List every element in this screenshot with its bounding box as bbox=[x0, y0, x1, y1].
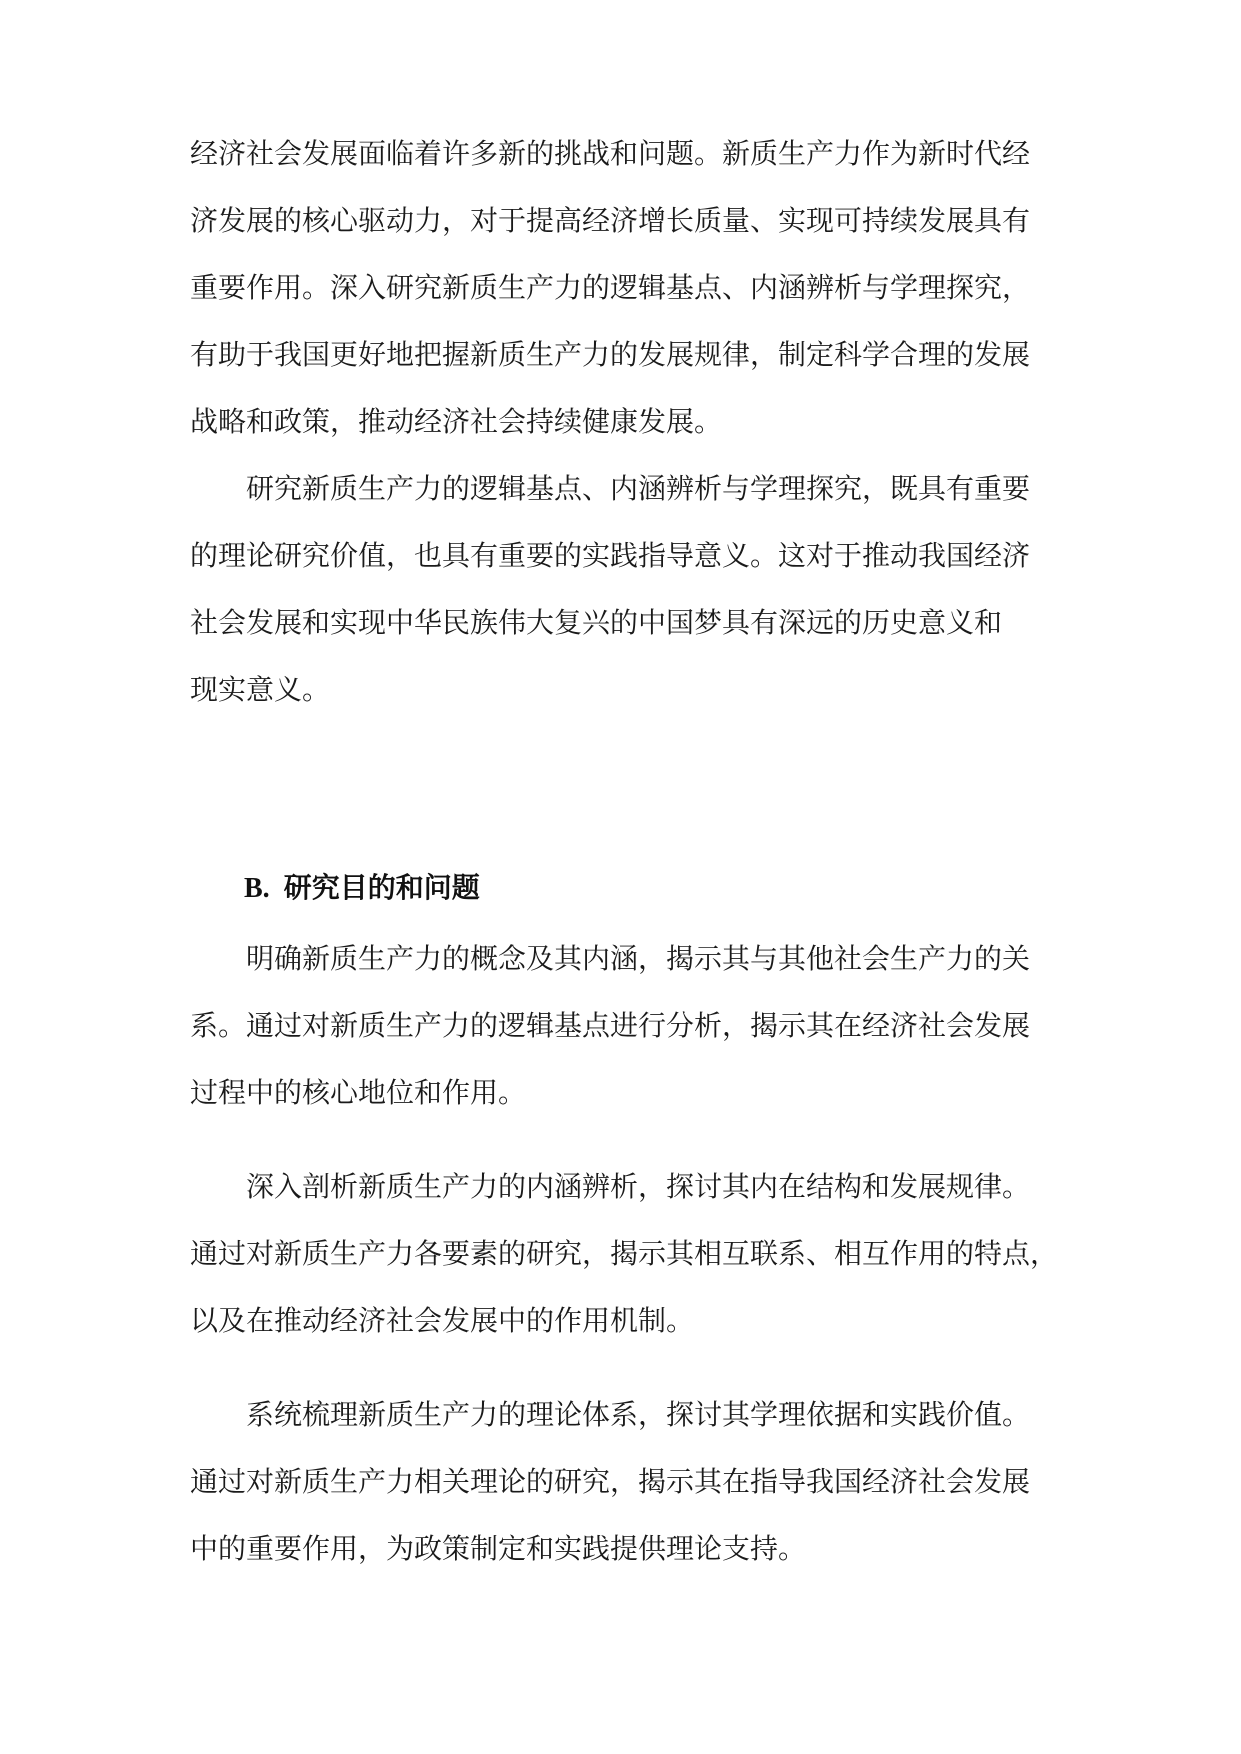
text-line: 明确新质生产力的概念及其内涵，揭示其与其他社会生产力的关 bbox=[246, 942, 1031, 975]
paragraph-2 bbox=[190, 469, 1050, 709]
text-line: 通过对新质生产力相关理论的研究，揭示其在指导我国经济社会发展 bbox=[190, 1465, 1031, 1498]
text-line: 深入剖析新质生产力的内涵辨析，探讨其内在结构和发展规律。 bbox=[246, 1170, 1031, 1203]
text-line: 以及在推动经济社会发展中的作用机制。 bbox=[190, 1304, 695, 1337]
text-line: 通过对新质生产力各要素的研究，揭示其相互联系、相互作用的特点， bbox=[190, 1237, 1059, 1270]
section-title: 研究目的和问题 bbox=[283, 871, 480, 904]
section-heading bbox=[244, 868, 480, 909]
text-line: 经济社会发展面临着许多新的挑战和问题。新质生产力作为新时代经 bbox=[190, 137, 1031, 170]
text-line: 济发展的核心驱动力，对于提高经济增长质量、实现可持续发展具有 bbox=[190, 204, 1031, 237]
paragraph-3 bbox=[190, 939, 1050, 1119]
section-number: B. bbox=[244, 873, 270, 904]
text-line: 有助于我国更好地把握新质生产力的发展规律，制定科学合理的发展 bbox=[190, 338, 1031, 371]
text-line: 中的重要作用，为政策制定和实践提供理论支持。 bbox=[190, 1532, 807, 1565]
text-line: 过程中的核心地位和作用。 bbox=[190, 1076, 527, 1109]
text-line: 的理论研究价值，也具有重要的实践指导意义。这对于推动我国经济 bbox=[190, 539, 1031, 572]
text-line: 研究新质生产力的逻辑基点、内涵辨析与学理探究，既具有重要 bbox=[246, 472, 1031, 505]
paragraph-4 bbox=[190, 1167, 1059, 1347]
text-line: 系统梳理新质生产力的理论体系，探讨其学理依据和实践价值。 bbox=[246, 1398, 1031, 1431]
paragraph-1 bbox=[190, 134, 1050, 444]
text-line: 现实意义。 bbox=[190, 673, 331, 706]
text-line: 重要作用。深入研究新质生产力的逻辑基点、内涵辨析与学理探究， bbox=[190, 271, 1031, 304]
text-line: 社会发展和实现中华民族伟大复兴的中国梦具有深远的历史意义和 bbox=[190, 606, 1003, 639]
text-line: 战略和政策，推动经济社会持续健康发展。 bbox=[190, 405, 723, 438]
paragraph-5 bbox=[190, 1395, 1050, 1575]
text-line: 系。通过对新质生产力的逻辑基点进行分析，揭示其在经济社会发展 bbox=[190, 1009, 1031, 1042]
